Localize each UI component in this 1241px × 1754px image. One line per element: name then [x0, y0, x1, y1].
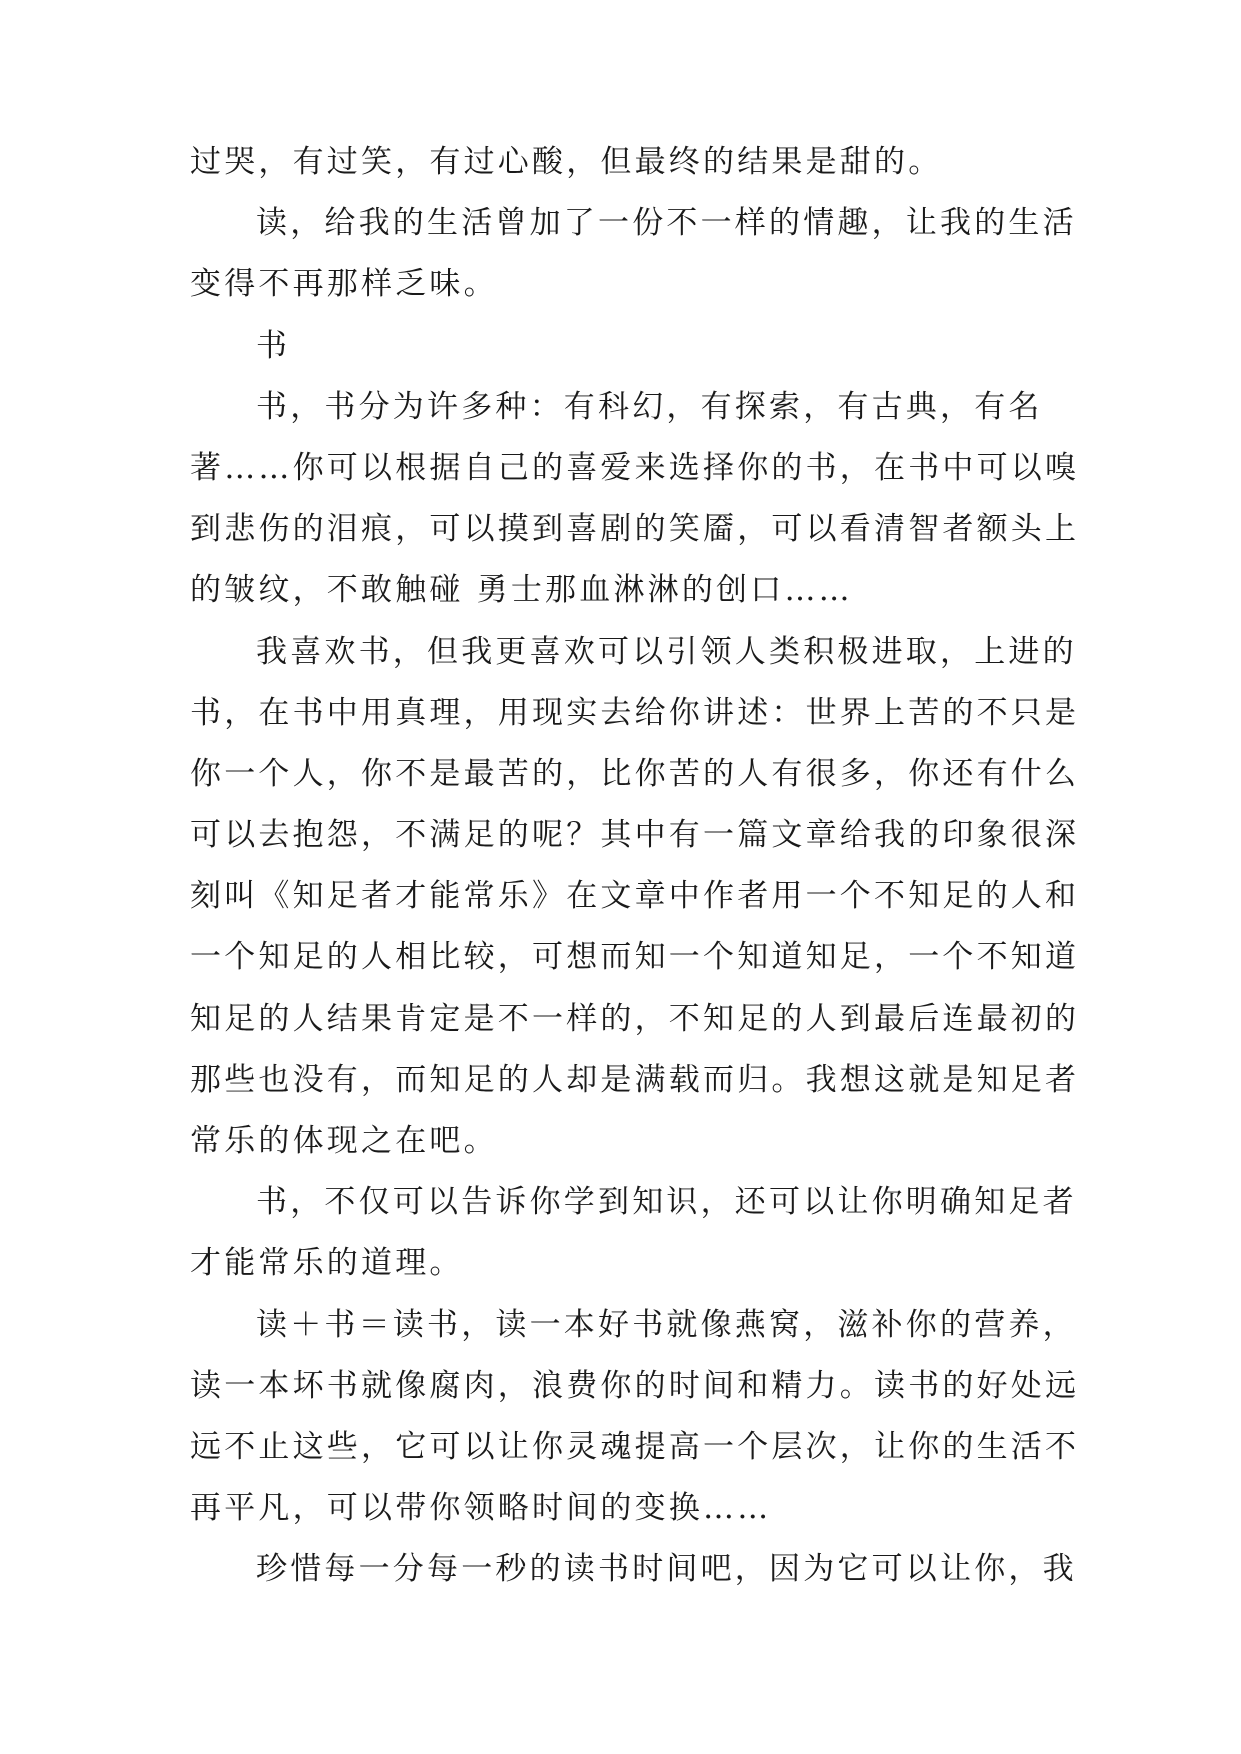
document-page: [190, 132, 1080, 1601]
text-line: 远不止这些，它可以让你灵魂提高一个层次，让你的生活不: [190, 1428, 1080, 1465]
text-line: 过哭，有过笑，有过心酸，但最终的结果是甜的。: [190, 144, 943, 180]
text-line: 才能常乐的道理。: [190, 1245, 464, 1282]
text-line: 我喜欢书，但我更喜欢可以引领人类积极进取，上进的: [256, 633, 1077, 670]
text-line: 的皱纹，不敢触碰 勇士那血淋淋的创口……: [190, 572, 853, 609]
text-line: 一个知足的人相比较，可想而知一个知道知足，一个不知道: [190, 939, 1080, 976]
text-line: 可以去抱怨，不满足的呢？其中有一篇文章给我的印象很深: [190, 817, 1080, 854]
text-line: 书，不仅可以告诉你学到知识，还可以让你明确知足者: [256, 1184, 1077, 1221]
text-line: 读一本坏书就像腐肉，浪费你的时间和精力。读书的好处远: [190, 1367, 1080, 1404]
text-line: 知足的人结果肯定是不一样的，不知足的人到最后连最初的: [190, 1000, 1080, 1037]
text-line: 书，书分为许多种：有科幻，有探索，有古典，有名: [256, 388, 1043, 425]
text-line: 你一个人，你不是最苦的，比你苦的人有很多，你还有什么: [190, 755, 1080, 792]
text-line: 读，给我的生活曾加了一份不一样的情趣，让我的生活: [256, 205, 1077, 242]
text-line: 变得不再那样乏味。: [190, 266, 498, 303]
section-heading: 书: [256, 327, 291, 364]
text-line: 常乐的体现之在吧。: [190, 1123, 498, 1159]
text-line: 到悲伤的泪痕，可以摸到喜剧的笑靥，可以看清智者额头上: [190, 511, 1080, 548]
text-line: 刻叫《知足者才能常乐》在文章中作者用一个不知足的人和: [190, 878, 1080, 915]
text-line: 书，在书中用真理，用现实去给你讲述：世界上苦的不只是: [190, 694, 1080, 731]
text-line: 珍惜每一分每一秒的读书时间吧，因为它可以让你，我: [256, 1551, 1077, 1588]
text-line: 读＋书＝读书，读一本好书就像燕窝，滋补你的营养，: [256, 1306, 1077, 1343]
text-line: 再平凡，可以带你领略时间的变换……: [190, 1490, 772, 1527]
text-line: 著……你可以根据自己的喜爱来选择你的书，在书中可以嗅: [190, 449, 1080, 486]
text-line: 那些也没有，而知足的人却是满载而归。我想这就是知足者: [190, 1061, 1080, 1098]
